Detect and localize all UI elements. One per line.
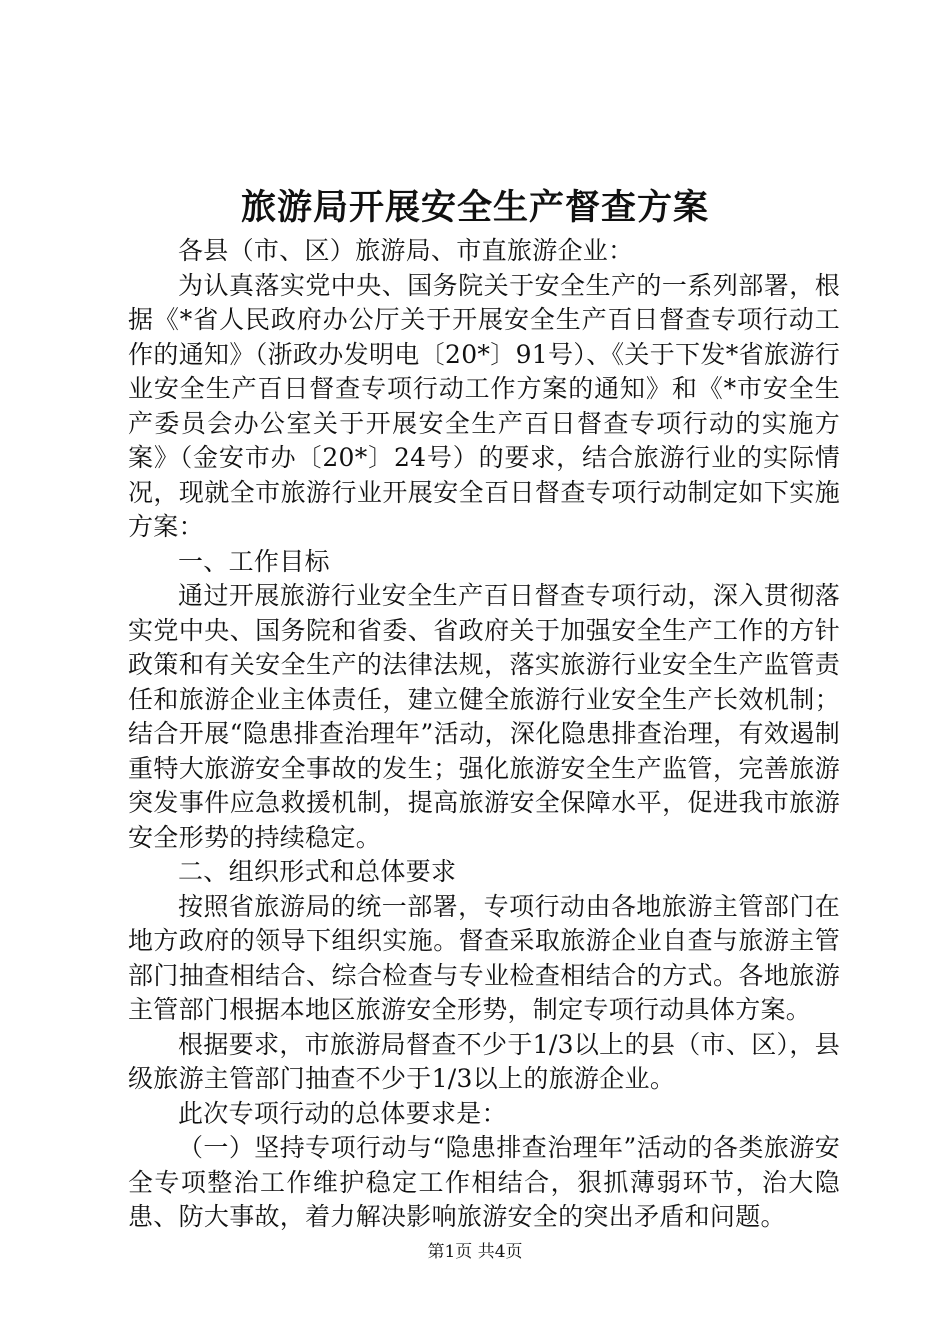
section-heading: 一、工作目标 (178, 546, 330, 576)
organization-paragraph: 按照省旅游局的统一部署，专项行动由各地旅游主管部门在地方政府的领导下组织实施。督查采取旅游企业自查与旅游主管部门抽查相结合、综合检查与专业检查相结合的方式。各地旅游主管部门根据本地区旅游安全形势，制定专项行动具体方案。 (128, 891, 840, 1024)
requirement-item-paragraph: （一）坚持专项行动与“隐患排查治理年”活动的各类旅游安全专项整治工作维护稳定工作相结合，狠抓薄弱环节，治大隐患、防大事故，着力解决影响旅游安全的突出矛盾和问题。 (128, 1133, 840, 1231)
requirement-paragraph: 根据要求，市旅游局督查不少于1/3以上的县（市、区），县级旅游主管部门抽查不少于1/3以上的旅游企业。 (128, 1029, 840, 1093)
salutation-paragraph: 各县（市、区）旅游局、市直旅游企业： (178, 236, 634, 265)
section-heading: 二、组织形式和总体要求 (178, 857, 457, 886)
page-footer: 第1页 共4页 (427, 1242, 523, 1262)
requirement-intro-paragraph: 此次专项行动的总体要求是： (178, 1098, 507, 1128)
goal-paragraph: 通过开展旅游行业安全生产百日督查专项行动，深入贯彻落实党中央、国务院和省委、省政府关于加强安全生产工作的方针政策和有关安全生产的法律法规，落实旅游行业安全生产监管责任和旅游企业主体责任，建立健全旅游行业安全生产长效机制；结合开展“隐患排查治理年”活动，深化隐患排查治理，有效遏制重特大旅游安全事故的发生；强化旅游安全生产监管，完善旅游突发事件应急救援机制，提高旅游安全保障水平，促进我市旅游安全形势的持续稳定。 (128, 581, 840, 852)
document-title: 旅游局开展安全生产督查方案 (240, 187, 709, 228)
intro-paragraph: 为认真落实党中央、国务院关于安全生产的一系列部署，根据《*省人民政府办公厅关于开展安全生产百日督查专项行动工作的通知》（浙政办发明电〔20*〕91号）、《关于下发*省旅游行业安全生产百日督查专项行动工作方案的通知》和《*市安全生产委员会办公室关于开展安全生产百日督查专项行动的实施方案》（金安市办〔20*〕24号）的要求，结合旅游行业的实际情况，现就全市旅游行业开展安全百日督查专项行动制定如下实施方案： (128, 270, 840, 541)
document-body (128, 234, 840, 1235)
